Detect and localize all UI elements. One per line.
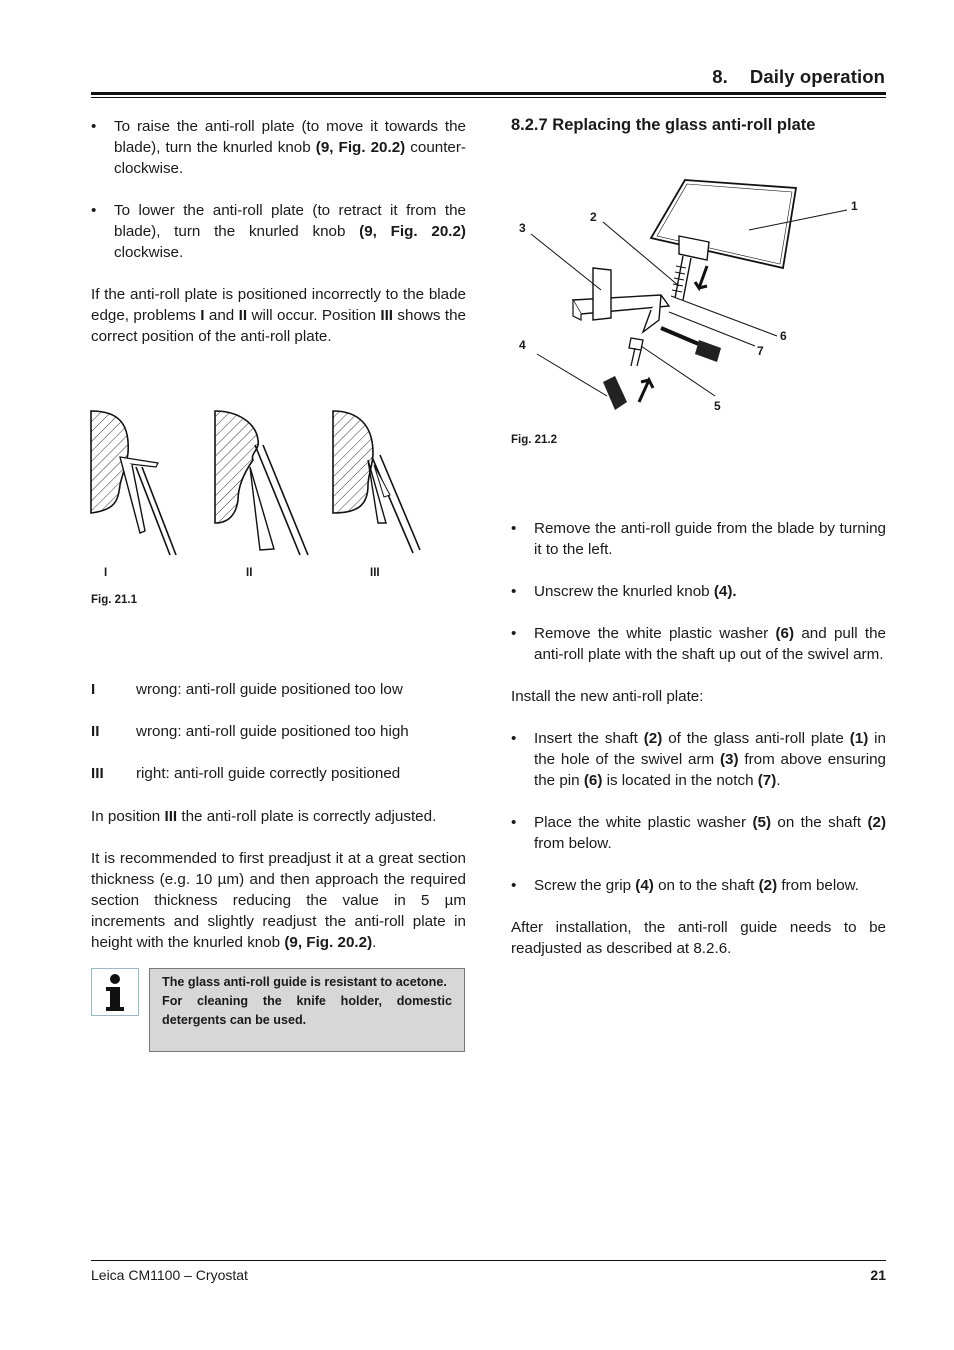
section-heading: 8.2.7 Replacing the glass anti-roll plate bbox=[511, 116, 816, 134]
figure-label-ii: II bbox=[246, 567, 253, 579]
figure-number-5: 5 bbox=[714, 399, 721, 413]
chapter-title: Daily operation bbox=[749, 66, 885, 87]
chapter-heading bbox=[712, 66, 885, 88]
step-insert-shaft: • Insert the shaft (2) of the glass anti-roll plate (1) in the hole of the swivel arm (3) from above ensuring the pin (6) is located in the notch (7). bbox=[511, 730, 886, 789]
figure-number-4: 4 bbox=[519, 338, 526, 352]
page-number: 21 bbox=[870, 1267, 886, 1283]
header-rule-thick bbox=[91, 92, 886, 95]
figure-number-6: 6 bbox=[780, 329, 787, 343]
closing-paragraph: After installation, the anti-roll guide needs to be readjusted as described at 8.2.6. bbox=[511, 919, 886, 957]
header-rule-thin bbox=[91, 97, 886, 98]
step-remove-washer: • Remove the white plastic washer (6) and pull the anti-roll plate with the shaft up out of the swivel arm. bbox=[511, 625, 886, 663]
bullet-dot: • bbox=[511, 583, 517, 600]
chapter-number: 8. bbox=[712, 66, 728, 87]
legend-text-i: wrong: anti-roll guide positioned too low bbox=[136, 681, 403, 698]
left-column-top bbox=[91, 116, 466, 347]
right-column-steps bbox=[511, 518, 886, 959]
figure-21-1-blade-positions bbox=[88, 405, 433, 565]
figure-label-i: I bbox=[104, 567, 108, 579]
blade-position-ii-drawing bbox=[215, 411, 308, 555]
bullet-dot: • bbox=[511, 730, 517, 747]
step-screw-grip: • Screw the grip (4) on to the shaft (2) from below. bbox=[511, 877, 860, 894]
step-unscrew-knob: • Unscrew the knurled knob (4). bbox=[511, 583, 737, 600]
paragraph-preadjust: It is recommended to first preadjust it at a great section thickness (e.g. 10 µm) and then approach the required section thickness reducing the value in 5 µm increments and slightly readjust the anti-roll plate in height with the knurled knob (9, Fig. 20.2). bbox=[91, 850, 466, 951]
legend-text-ii: wrong: anti-roll guide positioned too high bbox=[136, 723, 409, 740]
figure-label-iii: III bbox=[370, 567, 380, 579]
paragraph-positioning: If the anti-roll plate is positioned incorrectly to the blade edge, problems I and II will occur. Position III shows the correct position of the anti-roll plate. bbox=[91, 286, 466, 345]
figure-number-7: 7 bbox=[757, 344, 764, 358]
figure-caption-21-1: Fig. 21.1 bbox=[91, 594, 138, 606]
blade-position-i-drawing bbox=[91, 411, 176, 555]
legend-term-ii: II bbox=[91, 723, 100, 740]
install-intro: Install the new anti-roll plate: bbox=[511, 688, 704, 705]
legend-term-iii: III bbox=[91, 765, 104, 782]
note-box bbox=[149, 968, 465, 1052]
legend-term-i: I bbox=[91, 681, 96, 698]
left-column-bottom bbox=[91, 806, 466, 953]
figure-number-2: 2 bbox=[590, 210, 597, 224]
bullet-dot: • bbox=[511, 877, 517, 894]
step-remove-guide: • Remove the anti-roll guide from the blade by turning it to the left. bbox=[511, 520, 886, 558]
note-line-cleaning: For cleaning the knife holder, domestic detergents can be used. bbox=[162, 994, 452, 1027]
figure-caption-21-2: Fig. 21.2 bbox=[511, 434, 558, 446]
footer-rule bbox=[91, 1260, 886, 1261]
figure-21-2-anti-roll-plate bbox=[511, 170, 886, 420]
bullet-dot: • bbox=[511, 625, 517, 642]
info-icon bbox=[91, 968, 139, 1016]
footer-product: Leica CM1100 – Cryostat bbox=[91, 1267, 248, 1283]
blade-position-iii-drawing bbox=[333, 411, 420, 553]
bullet-raise-plate: • To raise the anti-roll plate (to move it towards the blade), turn the knurled knob (9, Fig. 20.2) counter-clockwise. bbox=[91, 118, 466, 177]
step-place-washer: • Place the white plastic washer (5) on the shaft (2) from below. bbox=[511, 814, 886, 852]
figure-number-1: 1 bbox=[851, 199, 858, 213]
paragraph-correct-position: In position III the anti-roll plate is correctly adjusted. bbox=[91, 808, 437, 825]
figure-number-3: 3 bbox=[519, 221, 526, 235]
bullet-dot: • bbox=[91, 202, 97, 219]
bullet-dot: • bbox=[511, 520, 517, 537]
bullet-dot: • bbox=[511, 814, 517, 831]
bullet-dot: • bbox=[91, 118, 97, 135]
note-line-acetone: The glass anti-roll guide is resistant to acetone. bbox=[162, 975, 447, 989]
legend-text-iii: right: anti-roll guide correctly positioned bbox=[136, 765, 401, 782]
bullet-lower-plate: • To lower the anti-roll plate (to retract it from the blade), turn the knurled knob (9, Fig. 20.2) clockwise. bbox=[91, 202, 466, 261]
